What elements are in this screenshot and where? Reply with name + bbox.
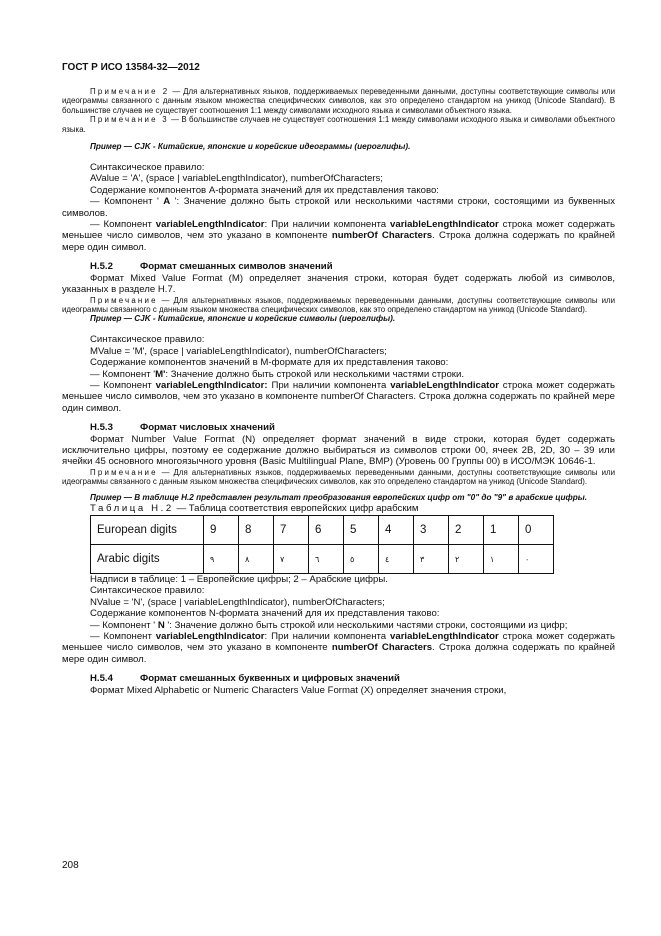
bullet-component-a: — Компонент ' A ': Значение должно быть строкой или несколькими частями строки, состоящими из буквенных символов. <box>62 196 615 219</box>
syntax-rule-a: AValue = 'A', (space | variableLengthIndicator), numberOfCharacters; <box>90 173 383 185</box>
bullet-component-m: — Компонент 'M': Значение должно быть строкой или несколькими частями строки. <box>90 368 465 380</box>
note-n: Примечание — Для альтернативных языков, поддерживаемых переведенными данными, доступны соответствующие символы или идеограммы связанного с данным языком множества специфических символов, как это определено стандартом на уникод (Unicode Standard). <box>62 467 615 487</box>
bullet-variable-length-a: — Компонент variableLengthIndicator: При наличии компонента variableLengthIndicator строка может содержать меньшее число символов, чем это указано в компоненте numberOf Characters. Строка должна содержать по крайней мере один символ. <box>62 219 615 253</box>
section-h54-intro: Формат Mixed Alphabetic or Numeric Characters Value Format (X) определяет значения строки, <box>90 684 507 696</box>
table-cell: 1 <box>484 516 519 545</box>
bullet-variable-length-m: — Компонент variableLengthIndicator: При наличии компонента variableLengthIndicator строка может содержать меньшее число символов, чем это указано в компоненте numberOf Characters. Строка должна содержать по крайней мере один символ. <box>62 379 615 414</box>
document-header: ГОСТ Р ИСО 13584-32—2012 <box>62 62 200 73</box>
example-cjk-symbols: Пример — CJK - Китайские, японские и корейские символы (иероглифы). <box>90 314 396 324</box>
table-cell: 2 <box>449 516 484 545</box>
table-cell: ٥ <box>344 545 379 574</box>
table-cell: ٣ <box>414 545 449 574</box>
page-number: 208 <box>62 860 79 871</box>
section-h52-intro: Формат Mixed Value Format (M) определяет значения строки, которая будет содержать любой из символов, указанных в разделе Н.7. <box>62 272 615 296</box>
table-row-header: European digits <box>91 516 204 545</box>
syntax-rule-label: Синтаксическое правило: <box>90 162 205 174</box>
table-cell: 5 <box>344 516 379 545</box>
digits-table <box>90 515 554 574</box>
table-caption: Таблица Н.2 — Таблица соответствия европейских цифр арабским <box>90 502 419 514</box>
section-h52-heading: H.5.2 Формат смешанных символов значений <box>90 261 333 273</box>
components-intro-n: Содержание компонентов N-формата значений для их представления таково: <box>90 608 440 620</box>
components-intro-a: Содержание компонентов А-формата значений для их представления таково: <box>90 184 439 196</box>
table-row <box>91 516 554 545</box>
note-3 <box>62 115 615 134</box>
table-row <box>91 545 554 574</box>
table-cell: ٨ <box>239 545 274 574</box>
note-label: Примечание 3 <box>90 115 169 125</box>
table-cell: ٠ <box>519 545 554 574</box>
bullet-component-n: — Компонент ' N ': Значение должно быть строкой или несколькими частями строки, состоящими из цифр; <box>90 619 568 631</box>
table-cell: 9 <box>204 516 239 545</box>
components-intro-m: Содержание компонентов значений в М-формате для их представления таково: <box>90 357 449 369</box>
section-h54-heading: H.5.4 Формат смешанных буквенных и цифровых значений <box>90 673 400 685</box>
table-cell: ٤ <box>379 545 414 574</box>
syntax-rule-m: MValue = 'M', (space | variableLengthIndicator), numberOfCharacters; <box>90 345 387 357</box>
table-cell: 0 <box>519 516 554 545</box>
table-cell: ٩ <box>204 545 239 574</box>
table-cell: ١ <box>484 545 519 574</box>
table-cell: ٢ <box>449 545 484 574</box>
section-h53-heading: H.5.3 Формат числовых хначений <box>90 422 275 434</box>
table-legend: Надписи в таблице: 1 – Европейские цифры; 2 – Арабские цифры. <box>90 574 388 585</box>
table-cell: 6 <box>309 516 344 545</box>
table-cell: 3 <box>414 516 449 545</box>
section-h53-intro: Формат Number Value Format (N) определяет формат значений в виде строки, которая будет содержать исключительно цифры, поэтому ее содержание должно выбираться из символов строки 00, ячеек 2В, 2D, 30 – 39 или ячейки 45 основного многоязычного уровня (Basic Multilingual Plane, BMP) (Уровень 00 Группы 00) в ИСО/МЭК 10646-1. <box>62 433 615 468</box>
note-text: — Для альтернативных языков, поддерживаемых переведенными данными, доступны соответствующие символы или идеограммы связанного с данным языком множества специфических символов, как это определено стандартом на уникод (Unicode Standard). В большинстве случаев не существует соотношения 1:1 между символами исходного языка и символами объектного языка. <box>62 87 615 115</box>
table-cell: ٦ <box>309 545 344 574</box>
note-m: Примечание — Для альтернативных языков, поддерживаемых переведенными данными, доступны соответствующие символы или идеограммы связанного с данным языком множества специфических символов, как это определено стандартом на уникод (Unicode Standard). <box>62 295 615 314</box>
example-cjk-ideograms: Пример — CJK - Китайские, японские и корейские идеограммы (иероглифы). <box>90 142 411 152</box>
table-cell: 8 <box>239 516 274 545</box>
table-cell: 7 <box>274 516 309 545</box>
table-cell: ٧ <box>274 545 309 574</box>
syntax-rule-label: Синтаксическое правило: <box>90 334 205 346</box>
syntax-rule-n: NValue = 'N', (space | variableLengthIndicator), numberOfCharacters; <box>90 596 385 608</box>
note-2 <box>62 87 615 115</box>
table-cell: 4 <box>379 516 414 545</box>
bullet-variable-length-n: — Компонент variableLengthIndicator: При наличии компонента variableLengthIndicator строка может содержать меньшее число символов, чем это указано в компоненте numberOf Characters. Строка должна содержать по крайней мере один символ. <box>62 631 615 665</box>
table-row-header: Arabic digits <box>91 545 204 574</box>
example-table-h2: Пример — В таблице Н.2 представлен результат преобразования европейских цифр от "0" до "9" в арабские цифры. <box>90 492 588 502</box>
note-label: Примечание 2 <box>90 87 170 96</box>
document-page <box>62 62 615 696</box>
note-text: — В большинстве случаев не существует соотношения 1:1 между символами исходного языка и символами объектного языка. <box>62 115 615 134</box>
syntax-rule-label: Синтаксическое правило: <box>90 585 205 597</box>
